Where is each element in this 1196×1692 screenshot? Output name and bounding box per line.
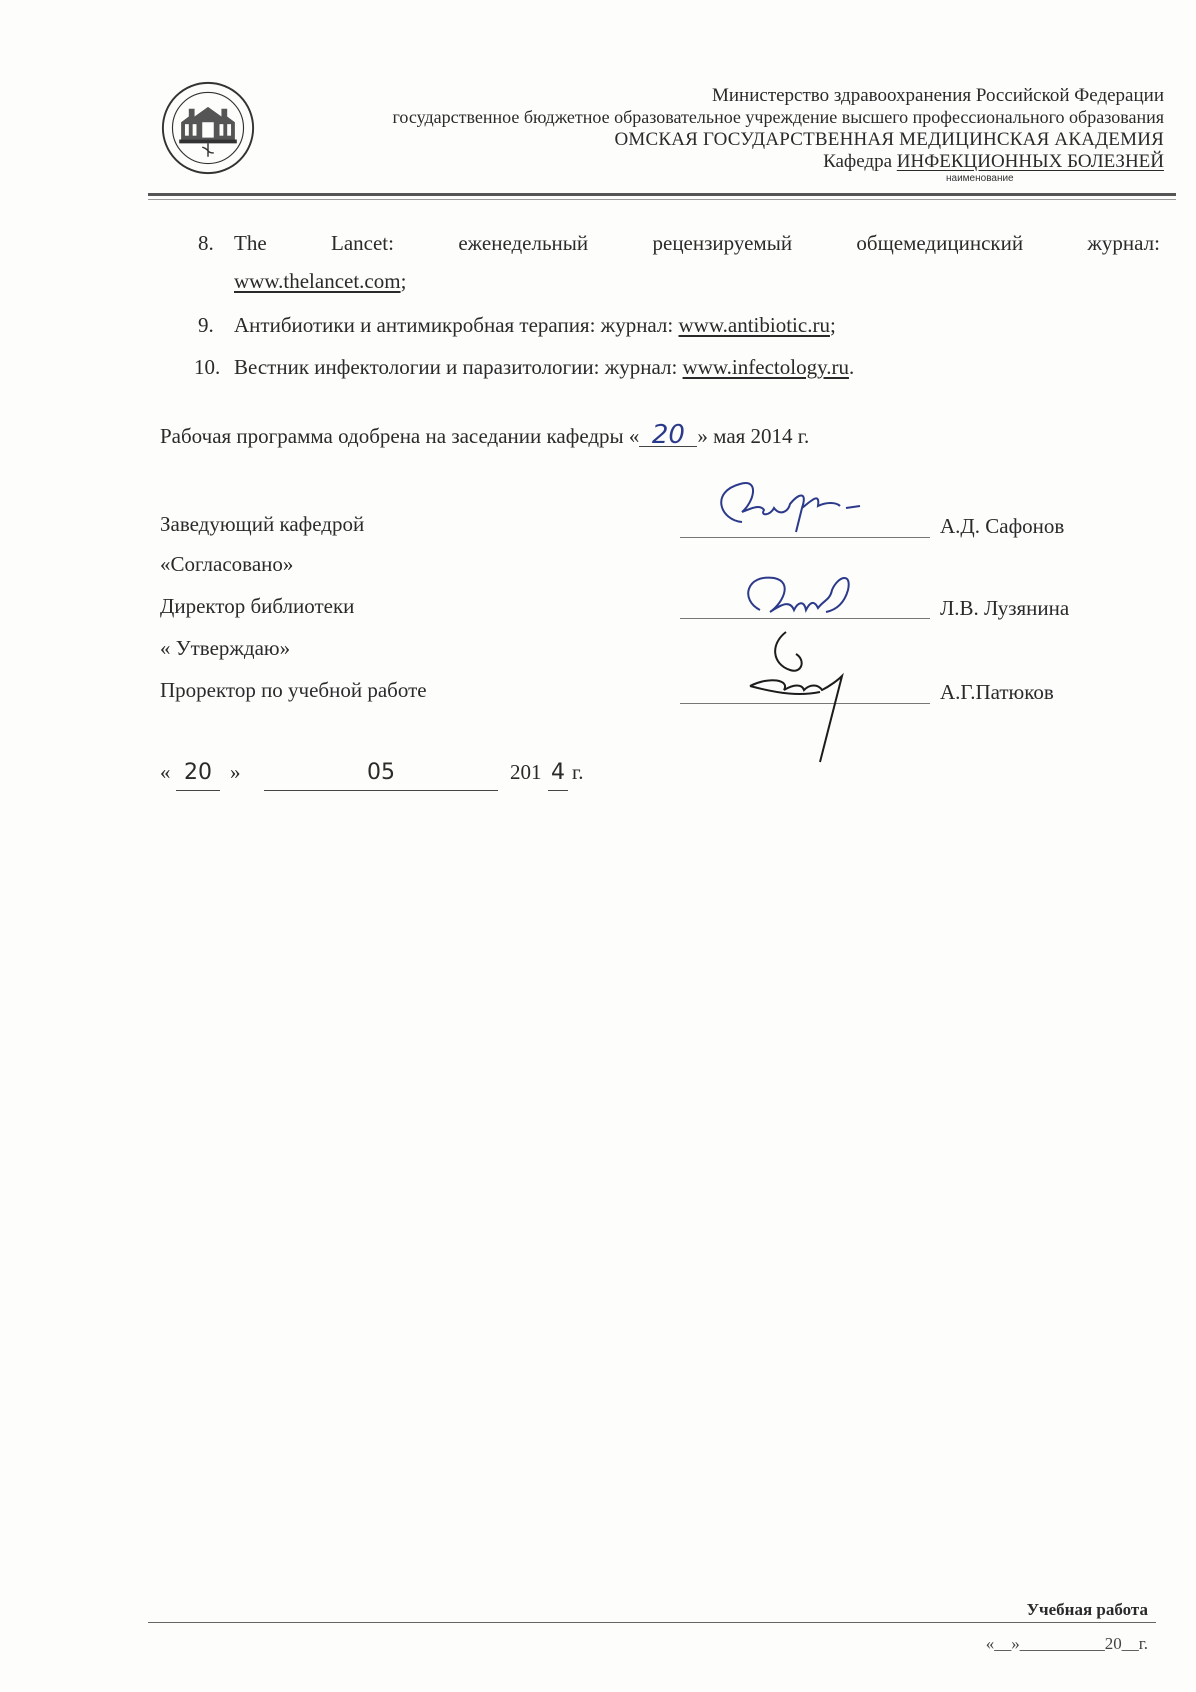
list-item-suffix: . [848,355,855,379]
date-year-digit: 4 [551,760,565,785]
handwritten-signature [690,560,920,630]
list-item-number: 9. [198,313,214,337]
list-item [198,224,1160,300]
footer-date: «__»__________20__г. [985,1634,1148,1653]
list-item-text: The Lancet: еженедельный рецензируемый общемедицинский журнал: [234,231,1160,255]
list-item-text: Вестник инфектологии и паразитологии: журнал: [234,355,678,379]
header-divider [148,193,1176,196]
department-line [823,151,1164,173]
date-year-prefix: 201 [510,760,542,784]
list-item-number: 8. [198,231,214,255]
date-open-quote: « [160,760,171,784]
signature-role-head: Заведующий кафедрой [160,512,365,536]
ministry-name: Министерство здравоохранения Российской Федерации [711,85,1164,106]
academy-seal-icon [160,80,256,176]
list-item-suffix: ; [829,313,836,337]
institution-type: государственное бюджетное образовательное учреждение высшего профессионального образования [392,107,1164,127]
academy-name: ОМСКАЯ ГОСУДАРСТВЕННАЯ МЕДИЦИНСКАЯ АКАДЕМИЯ [614,129,1164,150]
signature-name-library: Л.В. Лузянина [940,596,1070,620]
signature-role-prorector: Проректор по учебной работе [160,678,427,702]
list-item-number: 10. [194,355,221,379]
list-item-link[interactable]: www.infectology.ru [682,355,849,379]
list-item [194,348,1160,386]
department-name: ИНФЕКЦИОННЫХ БОЛЕЗНЕЙ [896,151,1164,172]
signature-name-head: А.Д. Сафонов [940,514,1065,538]
signature-role-library: Директор библиотеки [160,594,355,618]
list-item-suffix: ; [400,269,407,293]
footer-title: Учебная работа [1026,1600,1148,1619]
date-close-quote: » [230,760,241,784]
footer-divider [148,1622,1156,1623]
approval-day-handwritten: 20 [651,420,685,450]
handwritten-signature [690,624,920,764]
signature-name-prorector: А.Г.Патюков [940,680,1054,704]
date-year-suffix: г. [572,760,584,784]
approval-statement [160,420,810,450]
approval-suffix: » мая 2014 г. [697,424,810,448]
header-divider-thin [148,199,1176,200]
approval-prefix: Рабочая программа одобрена на заседании кафедры « [160,424,640,448]
signature-role-agreed: «Согласовано» [160,552,294,576]
department-note: наименование [946,173,1014,184]
list-item-link[interactable]: www.thelancet.com [234,269,401,293]
date-day: 20 [184,760,212,785]
date-line [160,760,620,800]
list-item-text: Антибиотики и антимикробная терапия: журнал: [234,313,674,337]
signature-role-approve: « Утверждаю» [160,636,291,660]
list-item [198,306,1160,344]
handwritten-signature [690,472,920,552]
department-prefix: Кафедра [823,151,893,172]
list-item-link[interactable]: www.antibiotic.ru [678,313,830,337]
date-month: 05 [367,760,395,785]
